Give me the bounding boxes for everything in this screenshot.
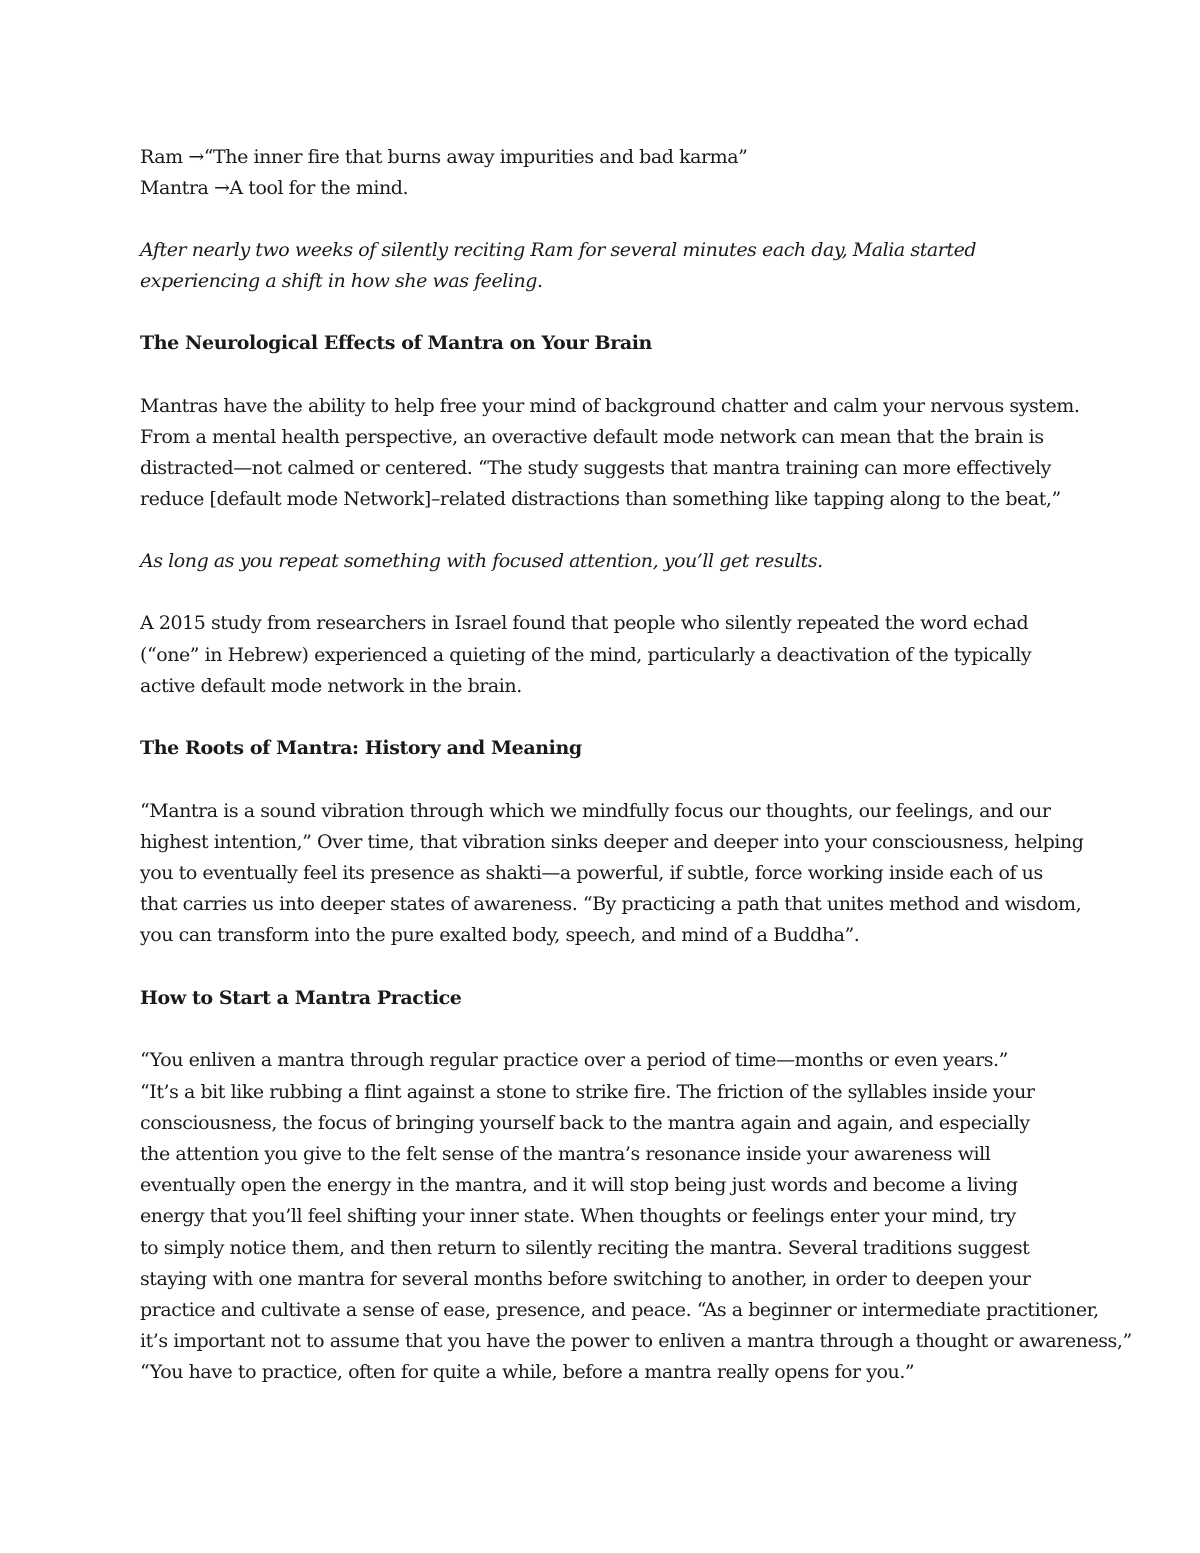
- paragraph-line: consciousness, the focus of bringing yourself back to the mantra again and again, and especially: [140, 1112, 1030, 1134]
- paragraph-line: you to eventually feel its presence as shakti—a powerful, if subtle, force working inside each of us: [140, 862, 1043, 884]
- italic-paragraph-line: experiencing a shift in how she was feeling.: [140, 270, 543, 292]
- paragraph-line: “Mantra is a sound vibration through which we mindfully focus our thoughts, our feelings, and our: [140, 800, 1051, 822]
- italic-callout: As long as you repeat something with focused attention, you’ll get results.: [140, 550, 823, 572]
- paragraph-line: A 2015 study from researchers in Israel found that people who silently repeated the word echad: [140, 612, 1029, 634]
- paragraph-line: that carries us into deeper states of awareness. “By practicing a path that unites method and wisdom,: [140, 893, 1082, 915]
- paragraph-line: “It’s a bit like rubbing a flint against a stone to strike fire. The friction of the syllables inside your: [140, 1081, 1035, 1103]
- paragraph-line: it’s important not to assume that you have the power to enliven a mantra through a thought or awareness,”: [140, 1330, 1132, 1352]
- paragraph-line: distracted—not calmed or centered. “The study suggests that mantra training can more effectively: [140, 457, 1051, 479]
- paragraph-line: reduce [default mode Network]–related distractions than something like tapping along to the beat,”: [140, 488, 1061, 510]
- paragraph-line: “You enliven a mantra through regular practice over a period of time—months or even years.”: [140, 1049, 1008, 1071]
- italic-paragraph-line: After nearly two weeks of silently reciting Ram for several minutes each day, Malia started: [140, 239, 977, 261]
- paragraph-line: to simply notice them, and then return to silently reciting the mantra. Several traditions suggest: [140, 1237, 1030, 1259]
- paragraph-line: active default mode network in the brain.: [140, 675, 522, 697]
- paragraph-line: eventually open the energy in the mantra, and it will stop being just words and become a living: [140, 1174, 1018, 1196]
- paragraph-line: highest intention,” Over time, that vibration sinks deeper and deeper into your consciousness, helping: [140, 831, 1084, 853]
- paragraph-line: “You have to practice, often for quite a while, before a mantra really opens for you.”: [140, 1361, 915, 1383]
- paragraph-line: you can transform into the pure exalted body, speech, and mind of a Buddha”.: [140, 924, 860, 946]
- paragraph-line: (“one” in Hebrew) experienced a quieting of the mind, particularly a deactivation of the typically: [140, 644, 1032, 666]
- section-heading-roots: The Roots of Mantra: History and Meaning: [140, 737, 582, 759]
- paragraph-line: the attention you give to the felt sense of the mantra’s resonance inside your awareness will: [140, 1143, 991, 1165]
- section-heading-how-to-start: How to Start a Mantra Practice: [140, 987, 462, 1009]
- intro-line-ram: Ram →“The inner fire that burns away impurities and bad karma”: [140, 146, 748, 168]
- paragraph-line: From a mental health perspective, an overactive default mode network can mean that the brain is: [140, 426, 1044, 448]
- paragraph-line: practice and cultivate a sense of ease, presence, and peace. “As a beginner or intermediate practitioner,: [140, 1299, 1099, 1321]
- section-heading-neurological: The Neurological Effects of Mantra on Your Brain: [140, 332, 652, 354]
- intro-line-mantra: Mantra →A tool for the mind.: [140, 177, 409, 199]
- paragraph-line: staying with one mantra for several months before switching to another, in order to deepen your: [140, 1268, 1031, 1290]
- paragraph-line: energy that you’ll feel shifting your inner state. When thoughts or feelings enter your mind, try: [140, 1205, 1016, 1227]
- paragraph-line: Mantras have the ability to help free your mind of background chatter and calm your nervous system.: [140, 395, 1080, 417]
